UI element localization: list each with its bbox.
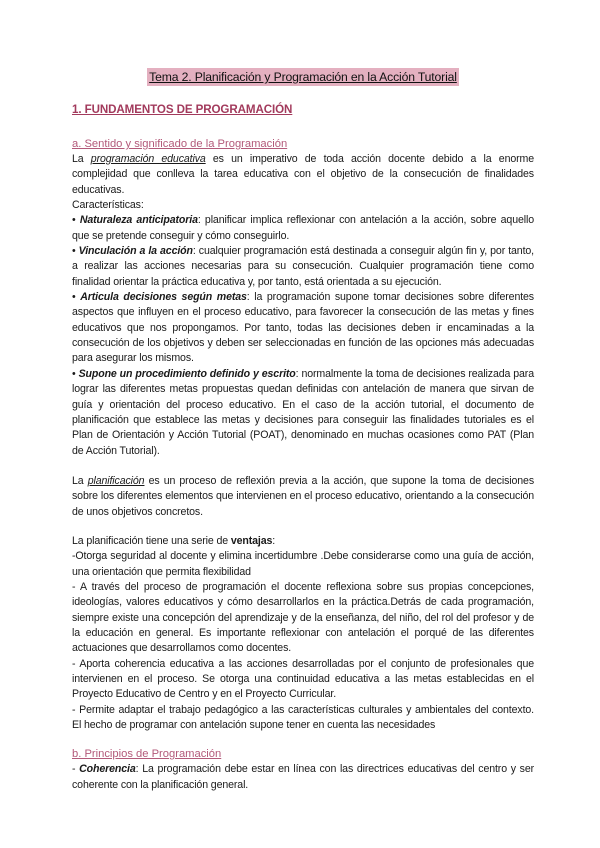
coherencia-paragraph: - Coherencia: La programación debe estar en línea con las directrices educativas del centro y ser coherente con la planificación general.	[72, 763, 535, 791]
feature-term: Vinculación a la acción	[78, 245, 193, 258]
feature-item: • Vinculación a la acción: cualquier programación está destinada a conseguir algún fin y, por tanto, a realizar las acciones necesarias para su consecución. Cualquier programación tiene como finalidad orientar la práctica educativa y, por tanto, está orientada a su ejecución.	[72, 245, 534, 288]
caracteristicas-label: Características:	[72, 199, 144, 212]
term-programacion-educativa: programación educativa	[90, 153, 206, 165]
ventaja-item: - Permite adaptar el trabajo pedagógico a las características culturales y ambientales del contexto. El hecho de programar con antelación supone tener en cuenta las necesidades	[72, 703, 534, 732]
ventaja-item: - A través del proceso de programación el docente reflexiona sobre sus propias concepciones, ideologías, valores educativos y cómo desarrollarlos en la práctica.Detrás de cada programación, siempre existe una concepción del aprendizaje y de la enseñanza, del niño, del rol del profesor y de la educación en general. Es importante reflexionar con antelación el porqué de las diferentes actuaciones que desarrollamos como docentes.	[72, 580, 534, 655]
feature-term: Articula decisiones según metas	[80, 291, 247, 304]
ventaja-item: - Aporta coherencia educativa a las acciones desarrolladas por el conjunto de profesionales que intervienen en el proceso. Se otorga una continuidad educativa a las metas establecidas en el Proyecto Educativo de Centro y en el Proyecto Curricular.	[72, 657, 534, 701]
document-title: Tema 2. Planificación y Programación en la Acción Tutorial	[149, 70, 457, 84]
feature-item: • Naturaleza anticipatoria: planificar implica reflexionar con antelación a la acción, sobre aquello que se pretende conseguir y cómo conseguirlo.	[72, 214, 534, 242]
term-coherencia: Coherencia	[79, 763, 136, 776]
intro-paragraph: La programación educativa es un imperativo de toda acción docente debido a la enorme complejidad que conlleva la tarea educativa con el objetivo de la consecución de finalidades educativas.	[72, 153, 534, 196]
subsection-b-heading: b. Principios de Programación	[72, 748, 222, 761]
ventaja-item: -Otorga seguridad al docente y elimina incertidumbre .Debe considerarse como una guía de acción, una orientación que permita flexibilidad	[72, 550, 534, 578]
title-wrap	[72, 68, 534, 86]
term-planificacion: planificación	[87, 474, 145, 487]
feature-term: Naturaleza anticipatoria	[79, 214, 198, 227]
feature-item: • Articula decisiones según metas: la programación supone tomar decisiones sobre diferentes aspectos que influyen en el proceso educativo, para favorecer la consecución de las metas y fines educativos que nos propongamos. Por tanto, todas las decisiones deben ir encaminadas a la consecución de los objetivos y deben ser seleccionadas en función de las opciones más adecuadas para asegurar los mismos.	[72, 291, 534, 365]
feature-item: • Supone un procedimiento definido y escrito: normalmente la toma de decisiones realizada para lograr las diferentes metas propuestas quedan definidas con antelación de manera que sirvan de guía y orientación del proceso educativo. En el caso de la acción tutorial, el documento de planificación que establece las metas y decisiones para conseguir las finalidades tutoriales es el Plan de Orientación y Acción Tutorial (POAT), denominado en muchas ocasiones como PAT (Plan de Acción Tutorial).	[72, 367, 534, 457]
document-page	[72, 68, 534, 793]
section-heading: 1. FUNDAMENTOS DE PROGRAMACIÓN	[72, 103, 293, 116]
term-ventajas: ventajas	[230, 534, 273, 547]
subsection-a-heading: a. Sentido y significado de la Programación	[72, 138, 288, 150]
ventajas-intro: La planificación tiene una serie de ventajas:	[72, 534, 276, 547]
planificacion-paragraph: La planificación es un proceso de reflexión previa a la acción, que supone la toma de decisiones sobre los diferentes elementos que intervienen en el proceso educativo, orientando a la consecución de unos objetivos concretos.	[72, 474, 534, 518]
feature-term: Supone un procedimiento definido y escrito	[78, 367, 296, 380]
